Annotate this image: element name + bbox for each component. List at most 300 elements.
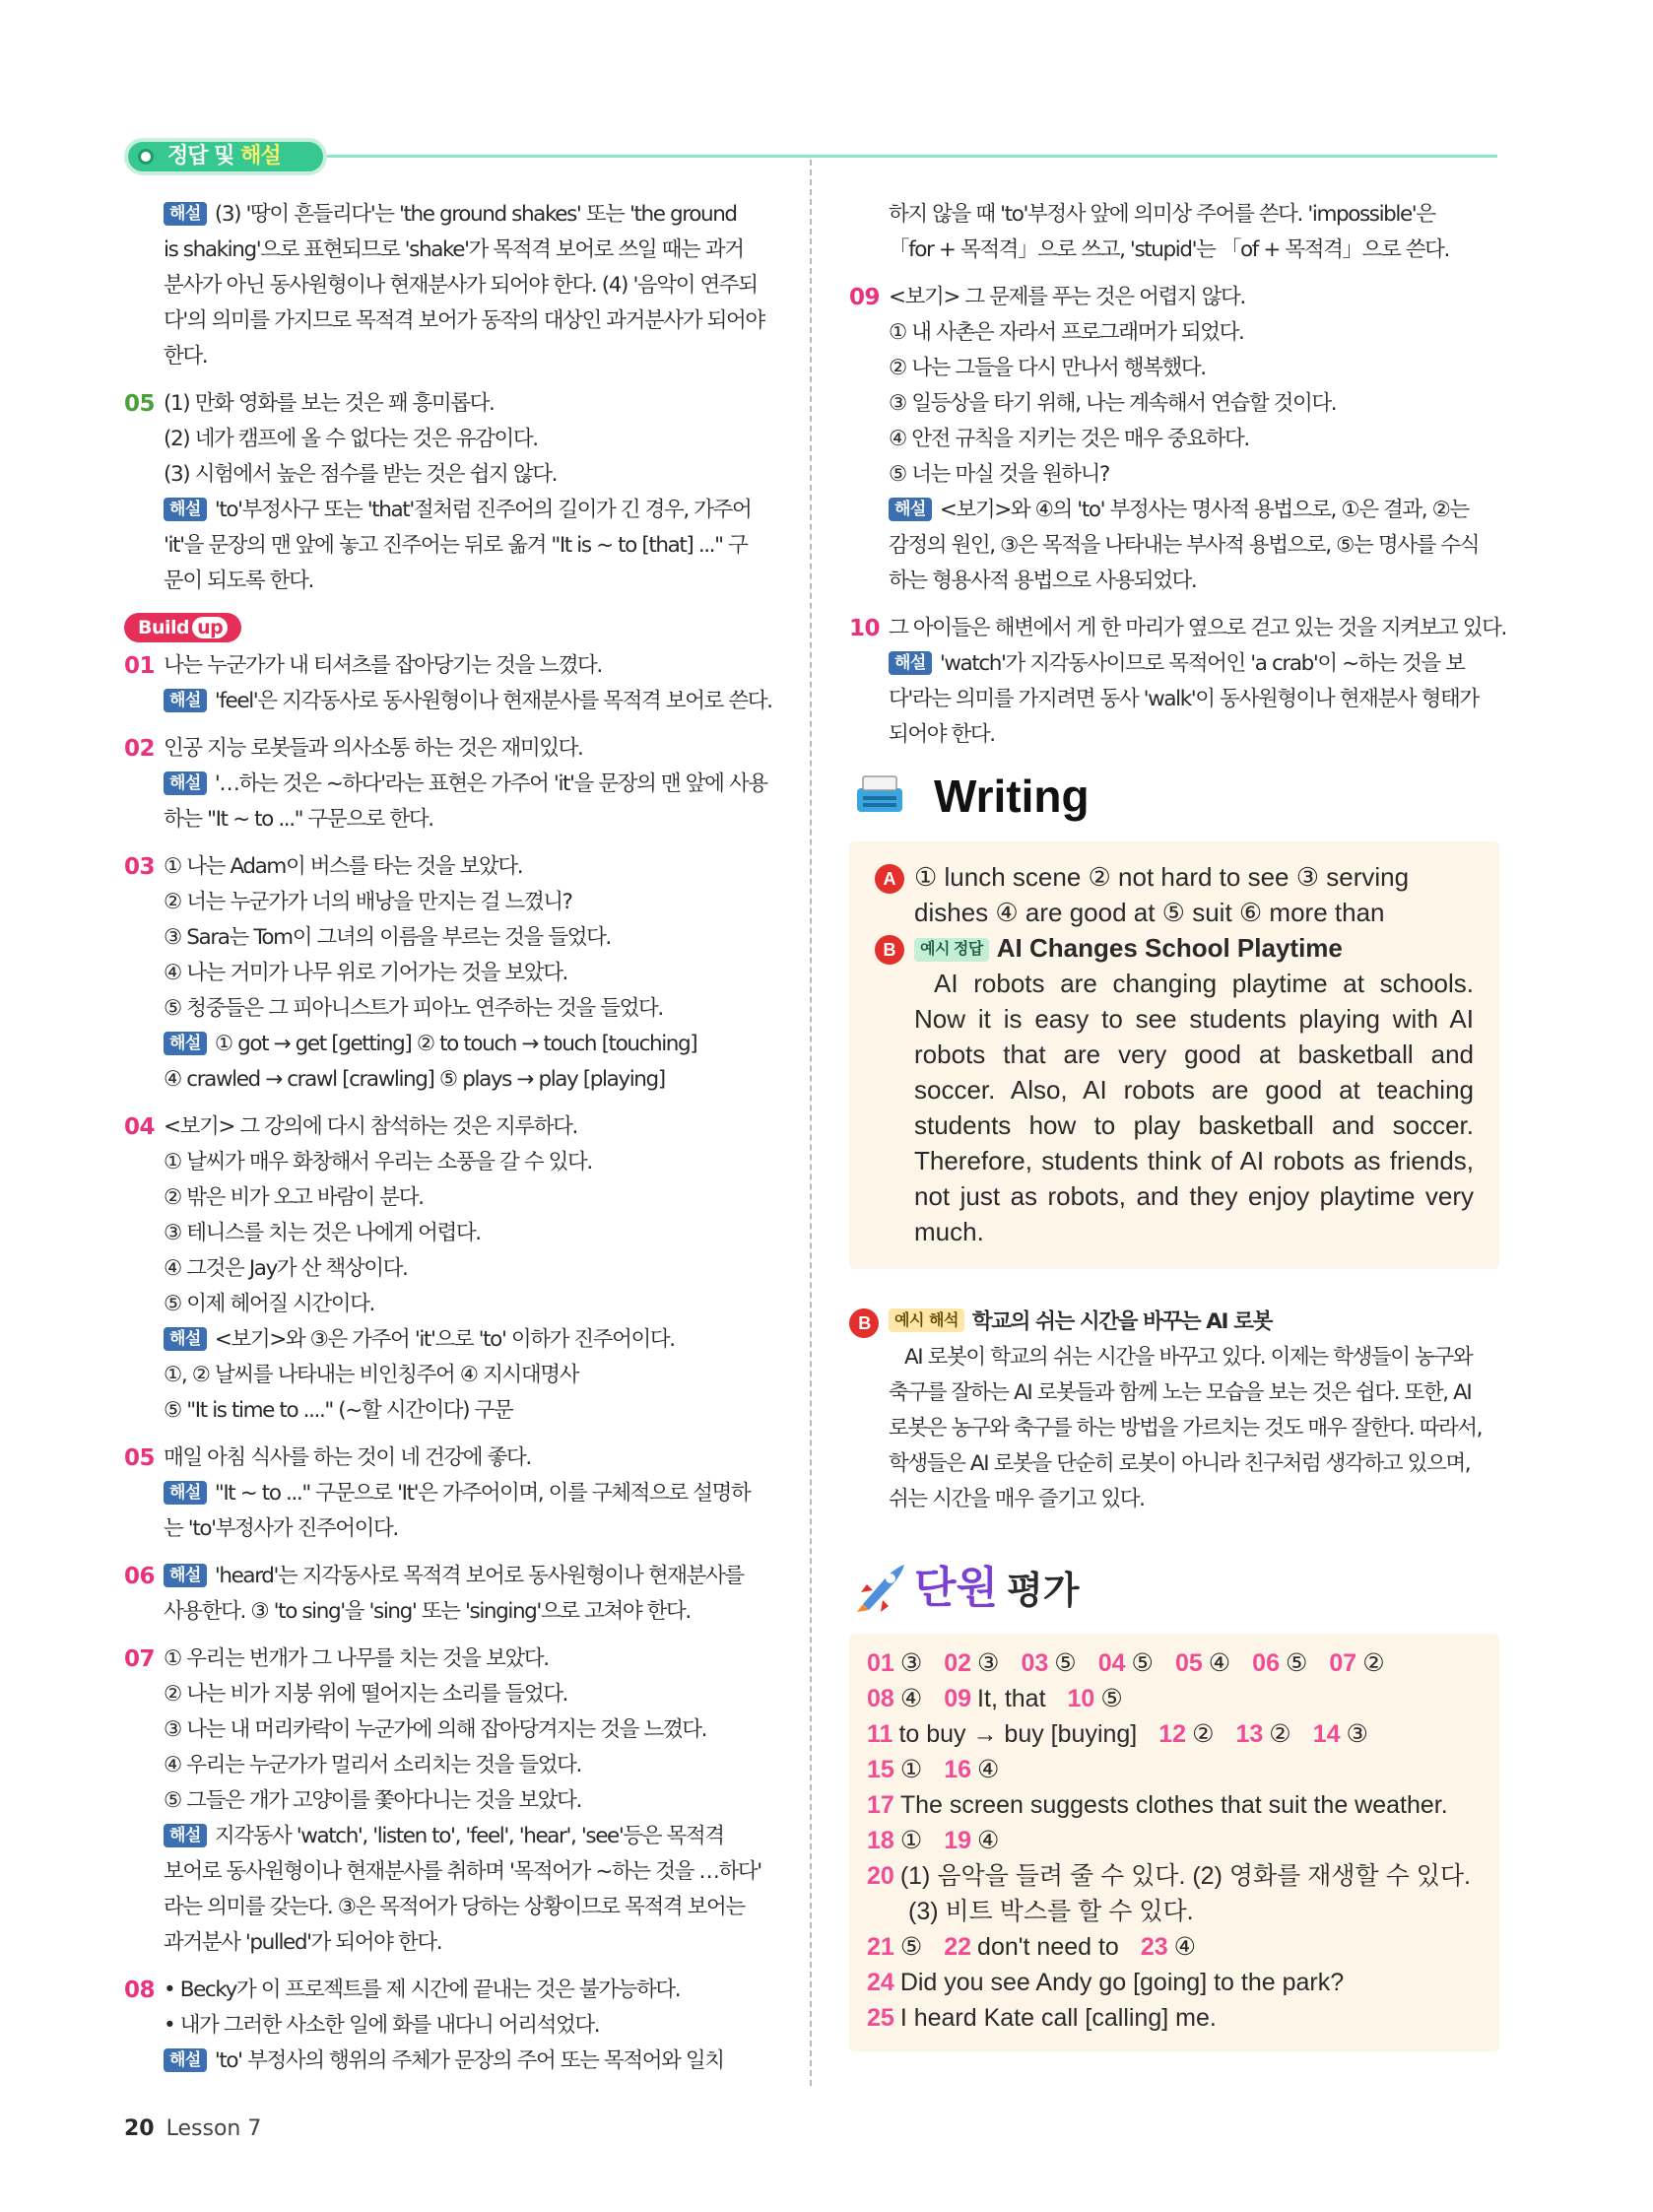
build-up-badge: Build up — [124, 613, 241, 642]
line-text: 다'라는 의미를 가지려면 동사 'walk'이 동사원형이나 현재분사 형태가 — [889, 687, 1479, 711]
answer-item — [124, 197, 774, 374]
line-text: 나는 누군가가 내 티셔츠를 잡아당기는 것을 느꼈다. — [164, 653, 602, 678]
text-line — [164, 493, 774, 528]
part-a-badge: A — [875, 864, 904, 894]
line-text: 하는 형용사적 용법으로 사용되었다. — [889, 569, 1197, 593]
answer-entry — [867, 1752, 922, 1787]
text-line — [164, 920, 774, 956]
page-number: 20 — [124, 2116, 155, 2141]
answer-number: 19 — [944, 1827, 972, 1854]
text-line — [164, 1109, 774, 1145]
text-line — [164, 1027, 774, 1062]
essay-title: AI Changes School Playtime — [996, 933, 1343, 963]
answer-entry — [1329, 1645, 1384, 1681]
translation-line: AI 로봇이 학교의 쉬는 시간을 바꾸고 있다. 이제는 학생들이 농구와 — [904, 1345, 1473, 1370]
answer-entry — [1068, 1681, 1123, 1716]
writing-section-title — [849, 765, 1499, 834]
line-text: (2) 네가 캠프에 올 수 없다는 것은 유감이다. — [164, 427, 538, 451]
answer-number: 07 — [1329, 1649, 1357, 1677]
essay-body — [914, 966, 1474, 1249]
answer-value: The screen suggests clothes that suit the weather. — [899, 1791, 1448, 1819]
line-text: 'it'을 문장의 맨 앞에 놓고 진주어는 뒤로 옮겨 "It is ~ to [that] ..." 구 — [164, 533, 748, 558]
answer-entry — [1141, 1929, 1196, 1965]
item-number: 04 — [124, 1114, 156, 1140]
header-rule — [296, 155, 1497, 158]
text-line — [164, 1393, 774, 1429]
column-divider — [810, 160, 812, 2086]
line-text: ② 나는 그들을 다시 만나서 행복했다. — [889, 356, 1206, 380]
item-number: 02 — [124, 736, 156, 762]
line-text: ③ 일등상을 타기 위해, 나는 계속해서 연습할 것이다. — [889, 391, 1337, 416]
answer-row — [867, 1716, 1482, 1752]
essay-line: robots that are very good at basketball and — [914, 1039, 1474, 1069]
unit-evaluation-title — [849, 1557, 1499, 1626]
text-line — [889, 717, 1499, 753]
answer-number: 06 — [1252, 1649, 1280, 1677]
essay-line: soccer. Also, AI robots are good at teaching — [914, 1075, 1474, 1105]
text-line — [889, 564, 1499, 599]
answer-item — [124, 648, 774, 719]
answer-number: 13 — [1235, 1720, 1264, 1748]
line-text: 문이 되도록 한다. — [164, 569, 313, 593]
text-line — [164, 1890, 774, 1925]
answer-item — [124, 1642, 774, 1961]
line-text: 사용한다. ③ 'to sing'을 'sing' 또는 'singing'으로 고쳐야 한다. — [164, 1599, 691, 1624]
text-line — [164, 457, 774, 493]
translation-block — [849, 1305, 1499, 1517]
answer-row — [867, 1787, 1482, 1823]
line-text: 「for + 목적격」으로 쓰고, 'stupid'는 「of + 목적격」으로 쓴다. — [889, 237, 1449, 262]
text-line — [164, 885, 774, 920]
line-text: <보기> 그 문제를 푸는 것은 어렵지 않다. — [889, 285, 1245, 309]
essay-line: students how to play basketball and soccer. — [914, 1110, 1474, 1140]
answer-number: 14 — [1312, 1720, 1341, 1748]
line-text: 하지 않을 때 'to'부정사 앞에 의미상 주어를 쓴다. 'impossible'은 — [889, 202, 1435, 227]
translation-line: 쉬는 시간을 매우 즐기고 있다. — [889, 1487, 1145, 1511]
text-line — [164, 1973, 774, 2008]
answer-item — [124, 849, 774, 1098]
part-a-line: ① lunch scene ② not hard to see ③ serving — [914, 862, 1410, 892]
evaluation-title-b: 평가 — [1007, 1569, 1080, 1612]
line-text: ② 밖은 비가 오고 바람이 분다. — [164, 1185, 424, 1210]
explanation-tag: 해설 — [164, 498, 207, 521]
answer-row — [867, 1965, 1482, 2000]
writing-part-a — [875, 859, 1474, 930]
line-text: <보기> 그 강의에 다시 참석하는 것은 지루하다. — [164, 1114, 577, 1139]
answer-value: ① — [899, 1827, 923, 1854]
answer-entry — [944, 1752, 999, 1787]
line-text: 하는 "It ~ to ..." 구문으로 한다. — [164, 807, 433, 832]
text-line — [164, 1559, 774, 1594]
line-text: ① 나는 Adam이 버스를 타는 것을 보았다. — [164, 854, 523, 879]
line-text: 'to' 부정사의 행위의 주체가 문장의 주어 또는 목적어와 일치 — [214, 2048, 724, 2073]
item-number: 03 — [124, 854, 156, 880]
line-text: 인공 지능 로봇들과 의사소통 하는 것은 재미있다. — [164, 736, 583, 761]
line-text: 'heard'는 지각동사로 목적격 보어로 동사원형이나 현재분사를 — [214, 1564, 744, 1588]
answer-entry — [867, 1965, 1344, 2000]
explanation-tag: 해설 — [889, 651, 932, 675]
answer-value: ⑤ — [1131, 1649, 1154, 1677]
answer-number: 16 — [944, 1756, 972, 1783]
text-line — [164, 1819, 774, 1854]
line-text: ② 너는 누군가가 너의 배낭을 만지는 걸 느꼈니? — [164, 890, 572, 914]
answer-number: 22 — [944, 1933, 972, 1961]
translation-badge: B — [849, 1308, 879, 1338]
text-line — [164, 648, 774, 684]
answer-number: 21 — [867, 1933, 894, 1961]
answer-item — [124, 386, 774, 599]
translation-line: 축구를 잘하는 AI 로봇들과 함께 노는 모습을 보는 것은 쉽다. 또한, AI — [889, 1380, 1472, 1405]
item-number: 01 — [124, 653, 156, 679]
line-text: • Becky가 이 프로젝트를 제 시간에 끝내는 것은 불가능하다. — [164, 1977, 681, 2002]
text-line — [164, 1594, 774, 1630]
item-number: 10 — [849, 616, 881, 641]
text-line — [889, 682, 1499, 717]
answer-row — [867, 1645, 1482, 1681]
line-text: ② 나는 비가 지붕 위에 떨어지는 소리를 들었다. — [164, 1682, 567, 1707]
text-line — [164, 849, 774, 885]
answer-key-box — [849, 1634, 1499, 2051]
answer-item — [124, 1109, 774, 1429]
line-text: ④ 그것은 Jay가 산 책상이다. — [164, 1256, 408, 1281]
answer-entry — [867, 1929, 922, 1965]
line-text: (3) 시험에서 높은 점수를 받는 것은 쉽지 않다. — [164, 462, 558, 487]
item-number: 09 — [849, 285, 881, 310]
part-a-line: dishes ④ are good at ⑤ suit ⑥ more than — [914, 898, 1385, 927]
writing-part-b — [875, 930, 1474, 1249]
translation-body — [889, 1340, 1499, 1517]
text-line — [164, 1358, 774, 1393]
example-answer-tag: 예시 정답 — [914, 938, 989, 962]
item-number: 05 — [124, 391, 156, 417]
item-number: 05 — [124, 1445, 156, 1471]
translation-line: 학생들은 AI 로봇을 단순히 로봇이 아니라 친구처럼 생각하고 있으며, — [889, 1451, 1471, 1476]
line-text: <보기>와 ④의 'to' 부정사는 명사적 용법으로, ①은 결과, ②는 — [939, 498, 1469, 522]
answer-row — [867, 1823, 1482, 1858]
translation-title: 학교의 쉬는 시간을 바꾸는 AI 로봇 — [971, 1309, 1272, 1334]
answer-number: 15 — [867, 1756, 894, 1783]
evaluation-title-a: 단원 — [914, 1563, 999, 1613]
answer-entry — [908, 1894, 1194, 1929]
text-line — [164, 1677, 774, 1712]
answer-row — [867, 1929, 1482, 1965]
text-line — [889, 611, 1506, 646]
text-line — [889, 422, 1499, 457]
text-line — [164, 956, 774, 991]
answer-entry — [867, 1645, 922, 1681]
line-text: 감정의 원인, ③은 목적을 나타내는 부사적 용법으로, ⑤는 명사를 수식 — [889, 533, 1480, 558]
answer-item — [849, 611, 1506, 753]
answer-entry — [867, 1716, 1137, 1752]
essay-line: much. — [914, 1217, 984, 1246]
text-line — [164, 1854, 774, 1890]
answer-value: ③ — [1346, 1720, 1368, 1748]
answer-value: ④ — [1208, 1649, 1231, 1677]
answer-number: 09 — [944, 1685, 972, 1712]
answer-value: It, that — [977, 1685, 1046, 1712]
answer-item — [849, 280, 1499, 599]
item-number: 08 — [124, 1977, 156, 2003]
line-text: is shaking'으로 표현되므로 'shake'가 목적격 보어로 쓰일 때는 과거 — [164, 237, 744, 262]
text-line — [164, 802, 774, 838]
answer-number: 03 — [1021, 1649, 1049, 1677]
line-text: "It ~ to ..." 구문으로 'It'은 가주어이며, 이를 구체적으로 설명하 — [214, 1481, 751, 1506]
example-translation-tag: 예시 해석 — [889, 1308, 964, 1332]
typewriter-icon — [853, 772, 906, 816]
text-line — [164, 268, 774, 303]
text-line — [164, 1783, 774, 1819]
explanation-tag: 해설 — [889, 498, 932, 521]
text-line — [164, 233, 774, 268]
text-line — [164, 767, 774, 802]
line-text: ⑤ 너는 마실 것을 원하니? — [889, 462, 1109, 487]
answer-row — [867, 1752, 1482, 1787]
answer-value: (3) 비트 박스를 할 수 있다. — [908, 1898, 1194, 1925]
item-number: 07 — [124, 1646, 156, 1672]
bullet-icon — [138, 149, 154, 165]
text-line — [164, 1476, 774, 1511]
answer-number: 20 — [867, 1862, 894, 1890]
line-text: 되어야 한다. — [889, 722, 995, 747]
answer-number: 23 — [1140, 1933, 1168, 1961]
line-text: <보기>와 ③은 가주어 'it'으로 'to' 이하가 진주어이다. — [214, 1327, 675, 1352]
header-label-b: 해설 — [240, 144, 281, 168]
answer-row — [867, 2000, 1482, 2036]
text-line — [164, 2008, 774, 2044]
answer-entry — [1175, 1645, 1230, 1681]
text-line — [889, 493, 1499, 528]
line-text: 지각동사 'watch', 'listen to', 'feel', 'hear', 'see'등은 목적격 — [214, 1824, 724, 1848]
line-text: 'to'부정사구 또는 'that'절처럼 진주어의 길이가 긴 경우, 가주어 — [214, 498, 752, 522]
line-text: ③ Sara는 Tom이 그녀의 이름을 부르는 것을 들었다. — [164, 925, 611, 950]
text-line — [164, 1180, 774, 1216]
line-text: (1) 만화 영화를 보는 것은 꽤 흥미롭다. — [164, 391, 495, 416]
answer-item — [849, 197, 1499, 268]
text-line — [164, 564, 774, 599]
item-number: 06 — [124, 1564, 156, 1589]
answer-number: 04 — [1097, 1649, 1126, 1677]
line-text: ⑤ 청중들은 그 피아니스트가 피아노 연주하는 것을 들었다. — [164, 996, 663, 1021]
writing-title: Writing — [934, 771, 1090, 822]
explanation-tag: 해설 — [164, 689, 207, 712]
line-text: ⑤ 이제 헤어질 시간이다. — [164, 1292, 374, 1316]
explanation-tag: 해설 — [164, 2048, 207, 2072]
rocket-icon — [853, 1561, 908, 1614]
answer-value: ② — [1362, 1649, 1385, 1677]
text-line — [889, 528, 1499, 564]
answer-item — [124, 731, 774, 838]
essay-line: Therefore, students think of AI robots as friends, — [914, 1146, 1474, 1175]
answer-entry — [1098, 1645, 1154, 1681]
answer-entry — [867, 1681, 922, 1716]
answer-value: ④ — [977, 1756, 1000, 1783]
text-line — [164, 1322, 774, 1358]
part-b-badge: B — [875, 935, 904, 965]
section-header-badge — [124, 138, 327, 175]
answer-value: (1) 음악을 들려 줄 수 있다. (2) 영화를 재생할 수 있다. — [899, 1862, 1471, 1890]
text-line — [889, 386, 1499, 422]
page-footer — [124, 2116, 261, 2141]
text-line — [164, 1642, 774, 1677]
answer-number: 05 — [1174, 1649, 1203, 1677]
explanation-tag: 해설 — [164, 1824, 207, 1847]
line-text: 분사가 아닌 동사원형이나 현재분사가 되어야 한다. (4) '음악이 연주되 — [164, 273, 758, 298]
answer-entry — [1158, 1716, 1214, 1752]
text-line — [889, 457, 1499, 493]
essay-line: not just as robots, and they enjoy playtime very — [914, 1181, 1474, 1211]
line-text: 한다. — [164, 344, 208, 369]
answer-value: ② — [1269, 1720, 1291, 1748]
text-line — [889, 351, 1499, 386]
answer-value: ② — [1192, 1720, 1215, 1748]
text-line — [164, 1511, 774, 1547]
line-text: ①, ② 날씨를 나타내는 비인칭주어 ④ 지시대명사 — [164, 1363, 578, 1387]
line-text: 그 아이들은 해변에서 게 한 마리가 옆으로 걷고 있는 것을 지켜보고 있다. — [889, 616, 1506, 640]
line-text: 다'의 의미를 가지므로 목적격 보어가 동작의 대상인 과거분사가 되어야 — [164, 308, 764, 333]
essay-line: Now it is easy to see students playing with AI — [914, 1004, 1474, 1034]
text-line — [164, 684, 774, 719]
answer-value: don't need to — [977, 1933, 1119, 1961]
line-text: ③ 테니스를 치는 것은 나에게 어렵다. — [164, 1221, 481, 1245]
answer-value: to buy → buy [buying] — [898, 1720, 1138, 1748]
line-text: ① got → get [getting] ② to touch → touch [touching] — [214, 1032, 697, 1056]
text-line — [889, 315, 1499, 351]
text-line — [164, 1251, 774, 1287]
answer-row — [867, 1894, 1482, 1929]
text-line — [164, 1145, 774, 1180]
answer-row — [867, 1681, 1482, 1716]
answer-value: Did you see Andy go [going] to the park? — [899, 1969, 1345, 1996]
answer-item — [124, 1973, 774, 2079]
answer-entry — [1021, 1645, 1076, 1681]
answer-value: ⑤ — [1054, 1649, 1077, 1677]
explanation-tag: 해설 — [164, 202, 207, 226]
answer-entry — [867, 1787, 1448, 1823]
writing-answer-box — [849, 841, 1499, 1269]
answer-value: ⑤ — [1285, 1649, 1308, 1677]
answer-number: 10 — [1067, 1685, 1095, 1712]
line-text: ④ 우리는 누군가가 멀리서 소리치는 것을 들었다. — [164, 1753, 581, 1777]
line-text: (3) '땅이 흔들리다'는 'the ground shakes' 또는 'the ground — [214, 202, 737, 227]
answer-value: ⑤ — [1100, 1685, 1123, 1712]
answer-value: ① — [899, 1756, 923, 1783]
line-text: ① 우리는 번개가 그 나무를 치는 것을 보았다. — [164, 1646, 549, 1671]
answer-entry — [944, 1929, 1119, 1965]
line-text: ④ 나는 거미가 나무 위로 기어가는 것을 보았다. — [164, 961, 567, 985]
text-line — [164, 1216, 774, 1251]
text-line — [164, 386, 774, 422]
line-text: • 내가 그러한 사소한 일에 화를 내다니 어리석었다. — [164, 2013, 600, 2038]
answer-value: ③ — [899, 1649, 923, 1677]
text-line — [164, 339, 774, 374]
explanation-tag: 해설 — [164, 1032, 207, 1055]
text-line — [164, 731, 774, 767]
left-column — [124, 197, 774, 2091]
answer-value: ④ — [1173, 1933, 1197, 1961]
text-line — [164, 2044, 774, 2079]
line-text: ④ 안전 규칙을 지키는 것은 매우 중요하다. — [889, 427, 1249, 451]
answer-value: ③ — [977, 1649, 1000, 1677]
explanation-tag: 해설 — [164, 1481, 207, 1505]
text-line — [164, 303, 774, 339]
line-text: 보어로 동사원형이나 현재분사를 취하며 '목적어가 ~하는 것을 …하다' — [164, 1859, 761, 1884]
line-text: 매일 아침 식사를 하는 것이 네 건강에 좋다. — [164, 1445, 531, 1470]
text-line — [164, 1748, 774, 1783]
answer-number: 25 — [867, 2004, 894, 2032]
explanation-tag: 해설 — [164, 1327, 207, 1351]
answer-value: ⑤ — [899, 1933, 923, 1961]
answer-entry — [1313, 1716, 1368, 1752]
line-text: ④ crawled → crawl [crawling] ⑤ plays → play [playing] — [164, 1067, 665, 1092]
text-line — [164, 1712, 774, 1748]
answer-entry — [867, 2000, 1217, 2036]
line-text: 라는 의미를 갖는다. ③은 목적어가 당하는 상황이므로 목적격 보어는 — [164, 1895, 745, 1919]
text-line — [164, 991, 774, 1027]
line-text: ① 내 사촌은 자라서 프로그래머가 되었다. — [889, 320, 1244, 345]
line-text: ⑤ 그들은 개가 고양이를 쫓아다니는 것을 보았다. — [164, 1788, 581, 1813]
translation-line: 로봇은 농구와 축구를 하는 방법을 가르치는 것도 매우 잘한다. 따라서, — [889, 1416, 1483, 1441]
line-text: 'feel'은 지각동사로 동사원형이나 현재분사를 목적격 보어로 쓴다. — [214, 689, 772, 713]
answer-number: 01 — [867, 1649, 894, 1677]
answer-entry — [867, 1823, 922, 1858]
text-line — [164, 528, 774, 564]
header-label-a: 정답 및 — [167, 144, 241, 168]
answer-entry — [944, 1823, 999, 1858]
text-line — [889, 233, 1499, 268]
answer-number: 24 — [867, 1969, 894, 1996]
answer-entry — [944, 1645, 999, 1681]
text-line — [889, 197, 1499, 233]
explanation-tag: 해설 — [164, 1564, 207, 1587]
answer-row — [867, 1858, 1482, 1894]
answer-number: 02 — [944, 1649, 972, 1677]
explanation-tag: 해설 — [164, 771, 207, 795]
essay-line: AI robots are changing playtime at schools. — [934, 969, 1474, 998]
answer-number: 17 — [867, 1791, 894, 1819]
answer-entry — [867, 1858, 1471, 1894]
answer-value: I heard Kate call [calling] me. — [899, 2004, 1217, 2032]
build-up-suffix: up — [192, 617, 228, 638]
answer-entry — [1235, 1716, 1290, 1752]
text-line — [164, 422, 774, 457]
answer-number: 08 — [867, 1685, 894, 1712]
answer-number: 18 — [867, 1827, 894, 1854]
line-text: '…하는 것은 ~하다'라는 표현은 가주어 'it'을 문장의 맨 앞에 사용 — [214, 771, 767, 796]
lesson-label: Lesson 7 — [165, 2116, 262, 2141]
text-line — [164, 197, 774, 233]
answer-number: 11 — [867, 1720, 893, 1748]
right-column — [849, 197, 1506, 2051]
line-text: 는 'to'부정사가 진주어이다. — [164, 1516, 398, 1541]
answer-entry — [944, 1681, 1045, 1716]
right-column-items — [849, 197, 1506, 753]
answer-number: 12 — [1158, 1720, 1187, 1748]
line-text: ③ 나는 내 머리카락이 누군가에 의해 잡아당겨지는 것을 느꼈다. — [164, 1717, 707, 1742]
answer-item — [124, 1441, 774, 1547]
text-line — [164, 1287, 774, 1322]
text-line — [164, 1441, 774, 1476]
answer-value: ④ — [977, 1827, 1000, 1854]
answer-entry — [1252, 1645, 1307, 1681]
answer-item — [124, 1559, 774, 1630]
text-line — [164, 1925, 774, 1961]
answer-value: ④ — [899, 1685, 923, 1712]
line-text: ⑤ "It is time to ...." (~할 시간이다) 구문 — [164, 1398, 513, 1423]
line-text: 과거분사 'pulled'가 되어야 한다. — [164, 1930, 442, 1955]
text-line — [889, 280, 1499, 315]
line-text: ① 날씨가 매우 화창해서 우리는 소풍을 갈 수 있다. — [164, 1150, 592, 1174]
line-text: 'watch'가 지각동사이므로 목적어인 'a crab'이 ~하는 것을 보 — [939, 651, 1465, 676]
